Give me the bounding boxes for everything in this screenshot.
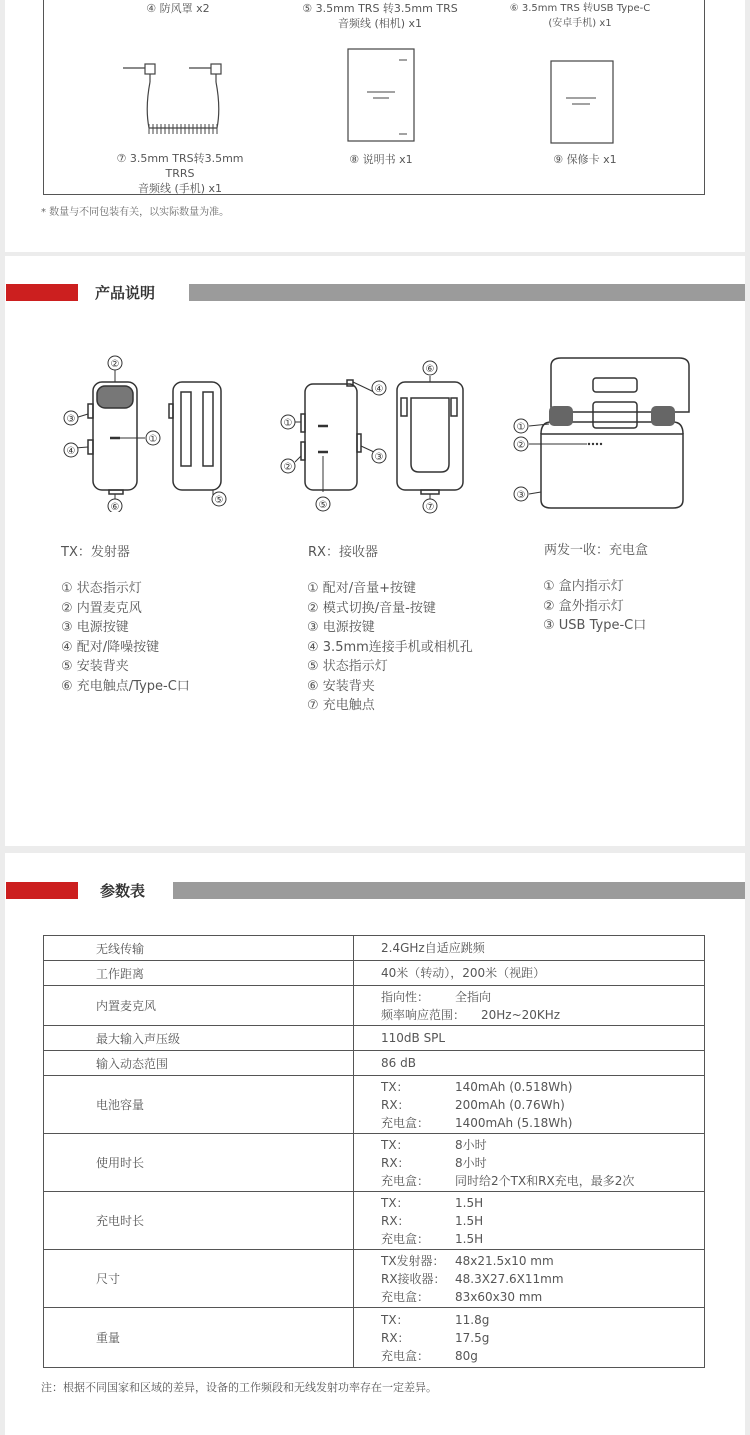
spec-key: 电池容量: [44, 1076, 354, 1134]
table-row: [44, 1134, 705, 1192]
specs-panel: [5, 853, 745, 1435]
rx-callout-7: ⑦: [425, 502, 435, 513]
rx-callout-2: ②: [283, 462, 293, 473]
rx-callout-5: ⑤: [318, 500, 328, 511]
list-item: ④ 配对/降噪按键: [61, 639, 160, 655]
list-item: ③ 电源按键: [61, 620, 129, 635]
packing-item-7: ⑦ 3.5mm TRS转3.5mm TRRS 音频线 (手机) x1: [116, 152, 244, 195]
list-item: ① 盒内指示灯: [543, 579, 624, 594]
section-gray-bar: [173, 882, 745, 899]
table-row: [44, 1192, 705, 1250]
packing-list-panel: [5, 0, 745, 252]
rx-receiver-diagram: [275, 352, 475, 516]
list-item: ⑥ 充电触点/Type-C口: [61, 678, 190, 694]
spec-key: 尺寸: [44, 1250, 354, 1308]
spec-value: 指向性： 全指向 频率响应范围： 20Hz~20KHz: [354, 986, 705, 1026]
table-row: [44, 961, 705, 986]
table-row: [44, 1308, 705, 1368]
spec-value: TX： 8小时 RX： 8小时 充电盒： 同时给2个TX和RX充电，最多2次: [354, 1134, 705, 1192]
tx-callout-5: ⑤: [214, 495, 224, 506]
warranty-card-icon: [550, 60, 616, 146]
packing-item-4: ④ 防风罩 x2: [146, 2, 210, 15]
spec-key: 最大输入声压级: [44, 1026, 354, 1051]
tx-feature-list: [61, 579, 190, 696]
list-item: ⑤ 状态指示灯: [307, 659, 388, 674]
list-item: ⑥ 安装背夹: [307, 678, 375, 694]
list-item: ① 配对/音量+按键: [307, 581, 417, 596]
specs-section-title: 参数表: [100, 882, 146, 900]
spec-value: TX： 1.5H RX： 1.5H 充电盒： 1.5H: [354, 1192, 705, 1250]
packing-note: * 数量与不同包装有关，以实际数量为准。: [41, 207, 230, 218]
rx-callout-3: ③: [374, 452, 384, 463]
case-caption: 两发一收：充电盒: [544, 543, 649, 558]
spec-value: 110dB SPL: [354, 1026, 705, 1051]
case-callout-1: ①: [516, 422, 526, 433]
rx-feature-list: [307, 579, 473, 716]
product-description-panel: [5, 256, 745, 846]
spec-value: 2.4GHz自适应跳频: [354, 936, 705, 961]
section-gray-bar: [189, 284, 745, 301]
spec-value: TX发射器： 48x21.5x10 mm RX接收器： 48.3X27.6X11mm 充电盒： 83x60x30 mm: [354, 1250, 705, 1308]
tx-caption: TX：发射器: [61, 545, 130, 560]
spec-value: TX： 11.8g RX： 17.5g 充电盒： 80g: [354, 1308, 705, 1368]
tx-callout-1: ①: [148, 434, 158, 445]
rx-caption: RX：接收器: [308, 545, 378, 560]
list-item: ⑤ 安装背夹: [61, 659, 129, 674]
packing-item-9: ⑨ 保修卡 x1: [553, 153, 617, 166]
manual-icon: [347, 48, 417, 144]
tx-callout-3: ③: [66, 414, 76, 425]
table-row: [44, 936, 705, 961]
tx-callout-2: ②: [110, 359, 120, 370]
specs-note: 注：根据不同国家和区域的差异，设备的工作频段和无线发射功率存在一定差异。: [41, 1381, 437, 1394]
table-row: [44, 1051, 705, 1076]
rx-callout-6: ⑥: [425, 364, 435, 375]
table-row: [44, 1076, 705, 1134]
case-feature-list: [543, 577, 646, 636]
list-item: ③ USB Type-C口: [543, 618, 647, 633]
tx-callout-6: ⑥: [110, 502, 120, 512]
spec-key: 重量: [44, 1308, 354, 1368]
list-item: ⑦ 充电触点: [307, 698, 375, 713]
charging-case-diagram: [501, 352, 701, 512]
table-row: [44, 986, 705, 1026]
table-row: [44, 1250, 705, 1308]
packing-item-8: ⑧ 说明书 x1: [349, 153, 413, 166]
spec-value: TX： 140mAh (0.518Wh) RX： 200mAh (0.76Wh) 充电盒： 1400mAh (5.18Wh): [354, 1076, 705, 1134]
packing-item-6: ⑥ 3.5mm TRS 转USB Type-C (安卓手机) x1: [509, 3, 651, 29]
list-item: ③ 电源按键: [307, 620, 375, 635]
spec-key: 充电时长: [44, 1192, 354, 1250]
list-item: ① 状态指示灯: [61, 581, 142, 596]
case-callout-2: ②: [516, 440, 526, 451]
spec-value: 86 dB: [354, 1051, 705, 1076]
tx-callout-4: ④: [66, 446, 76, 457]
spec-key: 使用时长: [44, 1134, 354, 1192]
spec-value: 40米（转动），200米（视距）: [354, 961, 705, 986]
tx-transmitter-diagram: [57, 352, 237, 512]
case-callout-3: ③: [516, 490, 526, 501]
spec-table: [43, 935, 705, 1368]
list-item: ② 模式切换/音量-按键: [307, 600, 436, 616]
spec-key: 输入动态范围: [44, 1051, 354, 1076]
section-red-bar: [6, 284, 78, 301]
list-item: ② 盒外指示灯: [543, 598, 624, 614]
spec-key: 内置麦克风: [44, 986, 354, 1026]
table-row: [44, 1026, 705, 1051]
section-red-bar: [6, 882, 78, 899]
rx-callout-4: ④: [374, 384, 384, 395]
product-section-title: 产品说明: [95, 284, 156, 302]
list-item: ② 内置麦克风: [61, 600, 142, 616]
rx-callout-1: ①: [283, 418, 293, 429]
spec-key: 工作距离: [44, 961, 354, 986]
spec-key: 无线传输: [44, 936, 354, 961]
list-item: ④ 3.5mm连接手机或相机孔: [307, 639, 473, 655]
packing-item-5: ⑤ 3.5mm TRS 转3.5mm TRS 音频线 (相机) x1: [302, 2, 458, 30]
coiled-cable-icon: [115, 58, 235, 148]
